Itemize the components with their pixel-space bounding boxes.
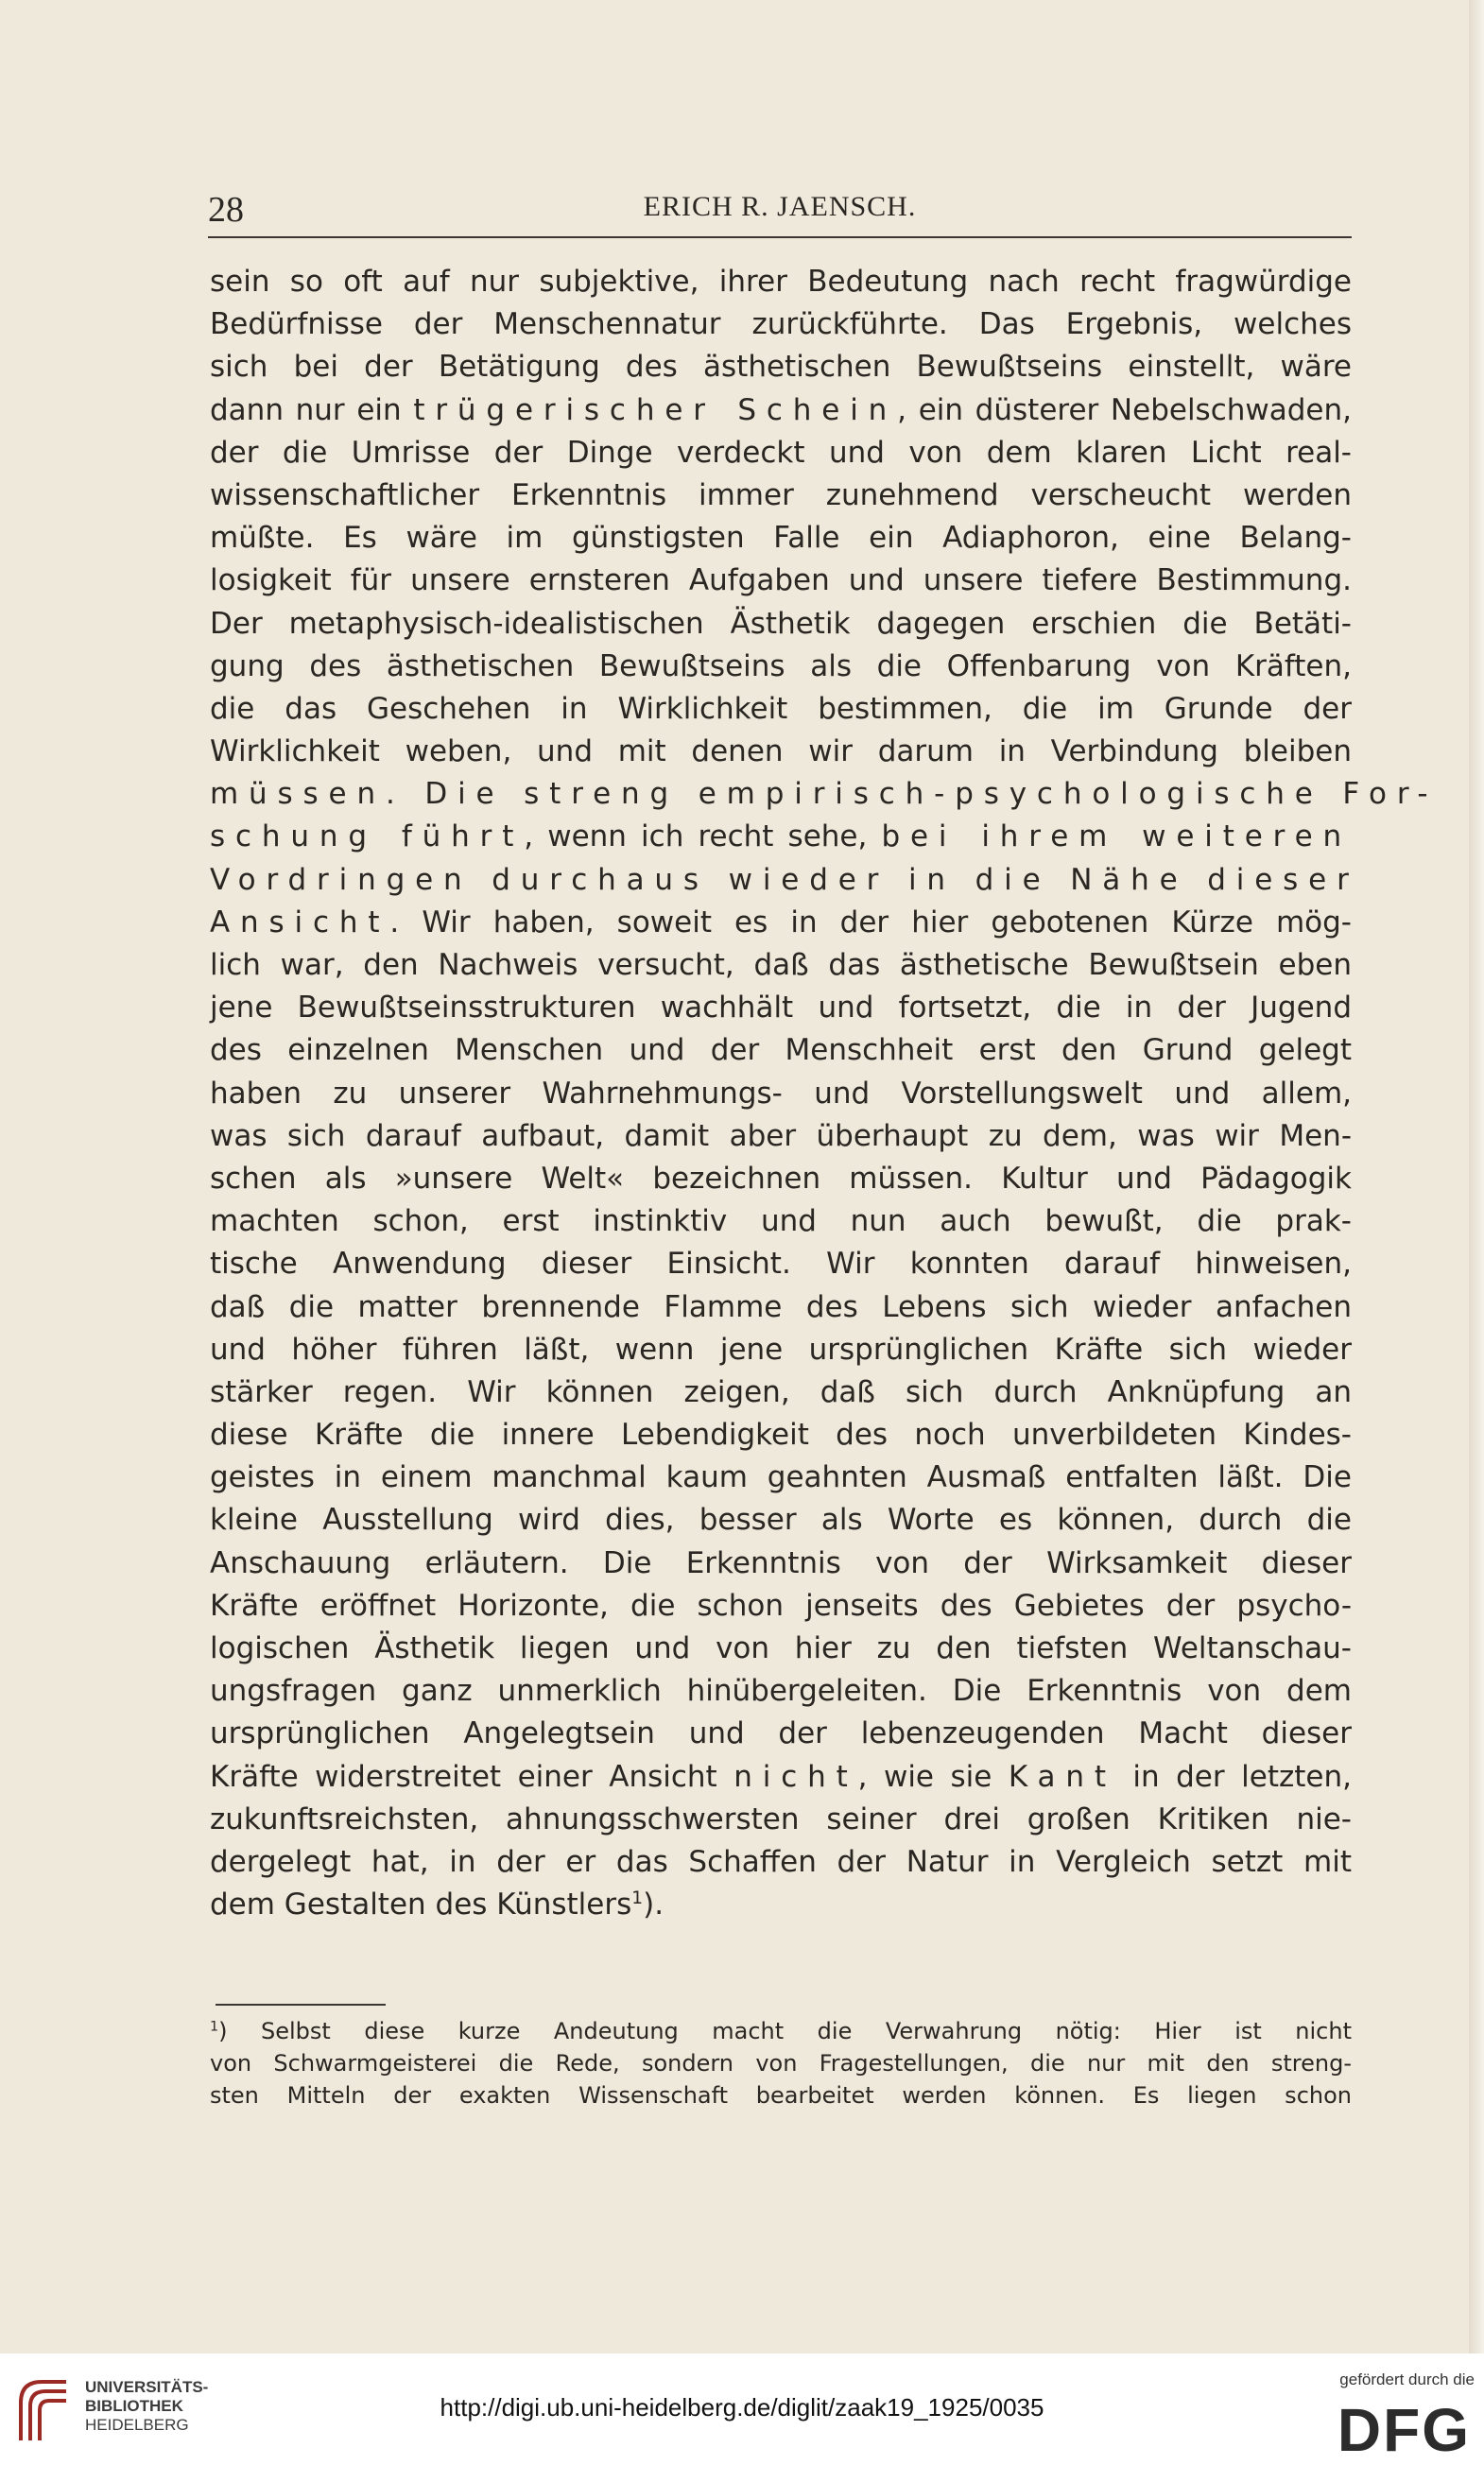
- library-line-3: HEIDELBERG: [85, 2416, 189, 2434]
- text-span: logischen Ästhetik liegen und von hier zu den tiefsten Weltanschau-: [210, 1631, 1352, 1665]
- text-span: von Schwarmgeisterei die Rede, sondern von Fragestellungen, die nur mit den streng-: [210, 2050, 1352, 2077]
- page-header: [208, 189, 1352, 238]
- text-span: müßte. Es wäre im günstigsten Falle ein Adiaphoron, eine Belang-: [210, 521, 1352, 556]
- text-line: [210, 1585, 1352, 1628]
- text-line: [210, 731, 1352, 773]
- text-span: Kräfte eröffnet Horizonte, die schon jenseits des Gebietes der psycho-: [210, 1588, 1352, 1623]
- footnote-marker: 1: [210, 2019, 219, 2035]
- footnote-line: [210, 2047, 1352, 2079]
- text-line: [210, 688, 1352, 731]
- page-number: 28: [208, 190, 244, 230]
- text-line: [210, 1841, 1352, 1884]
- text-span: ursprünglichen Angelegtsein und der lebenzeugenden Macht dieser: [210, 1716, 1352, 1751]
- text-span: stärker regen. Wir können zeigen, daß sich durch Anknüpfung an: [210, 1374, 1352, 1409]
- spaced-emphasis: trügerischer Schein: [413, 392, 898, 427]
- text-line: [210, 603, 1352, 646]
- spaced-emphasis: bei ihrem weiteren: [881, 819, 1352, 854]
- text-span: in der letzten,: [1115, 1759, 1352, 1794]
- text-line: [210, 1158, 1352, 1200]
- text-line: [210, 1115, 1352, 1158]
- text-line: [210, 1243, 1352, 1285]
- text-span: , wenn ich recht sehe,: [524, 819, 882, 854]
- text-line: [210, 773, 1439, 816]
- text-span: der die Umrisse der Dinge verdeckt und von dem klaren Licht real-: [210, 435, 1352, 470]
- text-line: [210, 1414, 1352, 1457]
- text-line: [210, 1628, 1352, 1670]
- library-line-1: UNIVERSITÄTS-: [85, 2378, 209, 2396]
- page-edge: [1469, 0, 1484, 2353]
- text-span: diese Kräfte die innere Lebendigkeit des noch unverbildeten Kindes-: [210, 1418, 1352, 1453]
- text-span: schen als »unsere Welt« bezeichnen müssen. Kultur und Pädagogik: [210, 1161, 1352, 1196]
- text-span: und höher führen läßt, wenn jene ursprünglichen Kräfte sich wieder: [210, 1332, 1352, 1367]
- text-span: daß die matter brennende Flamme des Lebens sich wieder anfachen: [210, 1289, 1352, 1324]
- dfg-logo: DFG: [1337, 2396, 1471, 2464]
- text-span: des einzelnen Menschen und der Menschheit erst den Grund gelegt: [210, 1033, 1352, 1068]
- text-line: [210, 1073, 1352, 1115]
- body-text: [210, 261, 1439, 1926]
- text-span: geistes in einem manchmal kaum geahnten Ausmaß entfalten läßt. Die: [210, 1460, 1352, 1495]
- footnote-line: [210, 2079, 1352, 2112]
- text-span: ungsfragen ganz unmerklich hinübergeleiten. Die Erkenntnis von dem: [210, 1674, 1352, 1709]
- text-line: [210, 1543, 1352, 1585]
- text-span: lich war, den Nachweis versucht, daß das ästhetische Bewußtsein eben: [210, 948, 1352, 982]
- spaced-emphasis: Vordringen durchaus wieder in die Nähe dieser: [210, 862, 1359, 897]
- spaced-emphasis: Ansicht: [210, 905, 390, 939]
- text-line: [210, 1457, 1352, 1499]
- text-span: Bedürfnisse der Menschennatur zurückführte. Das Ergebnis, welches: [210, 307, 1352, 342]
- text-span: sich bei der Betätigung des ästhetischen Bewußtseins einstellt, wäre: [210, 350, 1352, 385]
- text-span: Wirklichkeit weben, und mit denen wir darum in Verbindung bleiben: [210, 734, 1352, 769]
- text-span: gung des ästhetischen Bewußtseins als die Offenbarung von Kräften,: [210, 648, 1352, 683]
- text-line: [210, 1329, 1352, 1371]
- text-line: [210, 1884, 1352, 1926]
- text-line: [210, 944, 1352, 987]
- spaced-emphasis: nicht: [733, 1759, 858, 1794]
- text-line: [210, 1286, 1352, 1329]
- text-line: [210, 432, 1352, 474]
- text-line: [210, 517, 1352, 560]
- text-span: losigkeit für unsere ernsteren Aufgaben und unsere tiefere Bestimmung.: [210, 563, 1352, 598]
- text-line: [210, 389, 1352, 432]
- footnote-line: [210, 2015, 1352, 2047]
- text-span: dergelegt hat, in der er das Schaffen der Natur in Vergleich setzt mit: [210, 1844, 1352, 1879]
- text-line: [210, 1200, 1352, 1243]
- text-span: zukunftsreichsten, ahnungsschwersten seiner drei großen Kritiken nie-: [210, 1801, 1352, 1836]
- text-line: [210, 346, 1352, 388]
- text-span: tische Anwendung dieser Einsicht. Wir konnten darauf hinweisen,: [210, 1247, 1352, 1282]
- text-span: haben zu unserer Wahrnehmungs- und Vorstellungswelt und allem,: [210, 1076, 1352, 1111]
- text-line: [210, 1756, 1352, 1799]
- source-url-link[interactable]: http://digi.ub.uni-heidelberg.de/diglit/zaak19_1925/0035: [440, 2393, 1044, 2422]
- text-line: [210, 1670, 1352, 1713]
- text-span: kleine Ausstellung wird dies, besser als Worte es können, durch die: [210, 1503, 1352, 1538]
- footnote: [210, 2015, 1352, 2112]
- text-line: [210, 1799, 1352, 1841]
- text-span: was sich darauf aufbaut, damit aber überhaupt zu dem, was wir Men-: [210, 1118, 1352, 1153]
- text-line: [210, 1499, 1352, 1542]
- footnote-marker: 1: [631, 1888, 644, 1908]
- text-line: [210, 902, 1352, 944]
- text-span: sten Mitteln der exakten Wissenschaft bearbeitet werden können. Es liegen schon: [210, 2082, 1352, 2109]
- text-line: [210, 303, 1352, 346]
- text-line: [210, 987, 1352, 1029]
- text-span: machten schon, erst instinktiv und nun auch bewußt, die prak-: [210, 1204, 1352, 1239]
- text-line: [210, 261, 1352, 303]
- text-span: . Wir haben, soweit es in der hier gebotenen Kürze mög-: [389, 905, 1352, 939]
- text-span: jene Bewußtseinsstrukturen wachhält und fortsetzt, die in der Jugend: [210, 991, 1352, 1026]
- funding-note: gefördert durch die: [1339, 2370, 1475, 2388]
- text-line: [210, 1029, 1352, 1072]
- text-line: [210, 1713, 1352, 1755]
- footnote-rule: [216, 2004, 386, 2006]
- text-span: dem Gestalten des Künstlers: [210, 1888, 632, 1922]
- text-span: ) Selbst diese kurze Andeutung macht die Verwahrung nötig: Hier ist nicht: [218, 2018, 1352, 2044]
- text-span: Anschauung erläutern. Die Erkenntnis von der Wirksamkeit dieser: [210, 1545, 1352, 1580]
- text-span: ).: [643, 1888, 664, 1922]
- text-span: die das Geschehen in Wirklichkeit bestimmen, die im Grunde der: [210, 691, 1352, 726]
- text-span: Kräfte widerstreitet einer Ansicht: [210, 1759, 734, 1794]
- text-span: , ein düsterer Nebelschwaden,: [897, 392, 1352, 427]
- text-span: wissenschaftlicher Erkenntnis immer zunehmend verscheucht werden: [210, 477, 1352, 512]
- text-line: [210, 859, 1359, 902]
- text-line: [210, 1371, 1352, 1414]
- text-line: [210, 474, 1352, 517]
- spaced-emphasis: schung führt: [210, 819, 525, 854]
- library-line-2: BIBLIOTHEK: [85, 2397, 183, 2415]
- text-span: Der metaphysisch-idealistischen Ästhetik dagegen erschien die Betäti-: [210, 606, 1352, 641]
- text-span: , wie sie: [857, 1759, 1009, 1794]
- text-line: [210, 560, 1352, 602]
- spaced-emphasis: müssen. Die streng empirisch-psychologische For-: [210, 777, 1439, 812]
- text-span: sein so oft auf nur subjektive, ihrer Bedeutung nach recht fragwürdige: [210, 265, 1352, 299]
- running-head: ERICH R. JAENSCH.: [643, 191, 917, 222]
- spaced-emphasis: Kant: [1008, 1759, 1116, 1794]
- text-line: [210, 646, 1352, 688]
- text-line: [210, 816, 1352, 858]
- text-span: dann nur ein: [210, 392, 414, 427]
